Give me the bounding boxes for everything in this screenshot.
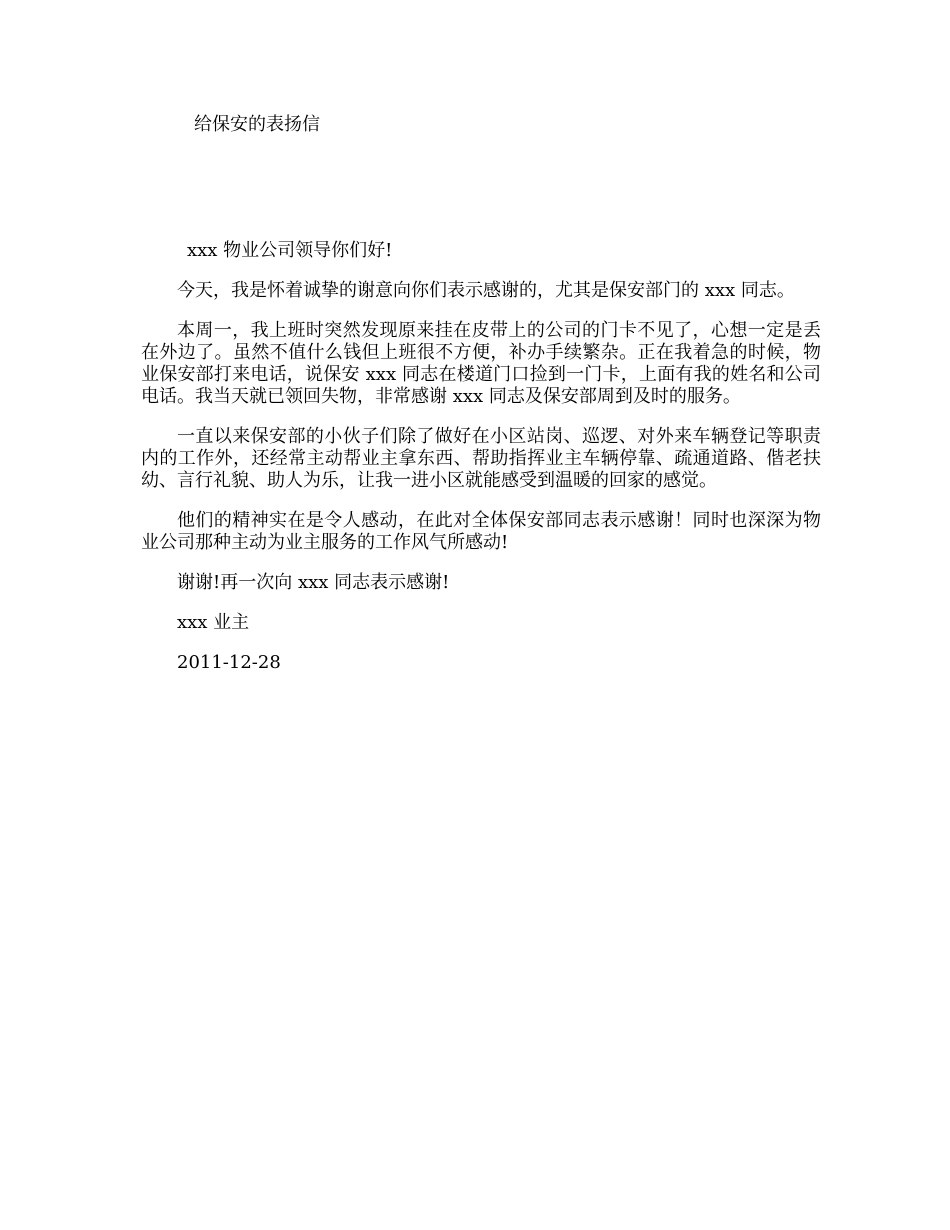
paragraph-incident: 本周一，我上班时突然发现原来挂在皮带上的公司的门卡不见了，心想一定是丢在外边了。虽然不值什么钱但上班很不方便，补办手续繁杂。正在我着急的时候，物业保安部打来电话，说保安 xxx 同志在楼道门口捡到一门卡，上面有我的姓名和公司电话。我当天就已领回失物，非常感谢 xxx 同志及保安部周到及时的服务。 [141, 320, 821, 407]
paragraph-closing: 谢谢!再一次向 xxx 同志表示感谢! [177, 572, 450, 593]
salutation: xxx 物业公司领导你们好! [187, 240, 393, 261]
paragraph-praise: 一直以来保安部的小伙子们除了做好在小区站岗、巡逻、对外来车辆登记等职责内的工作外，还经常主动帮业主拿东西、帮助指挥业主车辆停靠、疏通道路、偕老扶幼、言行礼貌、助人为乐，让我一进小区就能感受到温暖的回家的感觉。 [141, 426, 821, 491]
letter-body [141, 240, 821, 692]
paragraph-intro: 今天，我是怀着诚挚的谢意向你们表示感谢的，尤其是保安部门的 xxx 同志。 [177, 280, 795, 301]
date: 2011-12-28 [177, 652, 281, 673]
paragraph-thanks: 他们的精神实在是令人感动，在此对全体保安部同志表示感谢！同时也深深为物业公司那种主动为业主服务的工作风气所感动! [141, 510, 821, 553]
signature: xxx 业主 [177, 612, 250, 633]
letter-title: 给保安的表扬信 [194, 114, 320, 135]
